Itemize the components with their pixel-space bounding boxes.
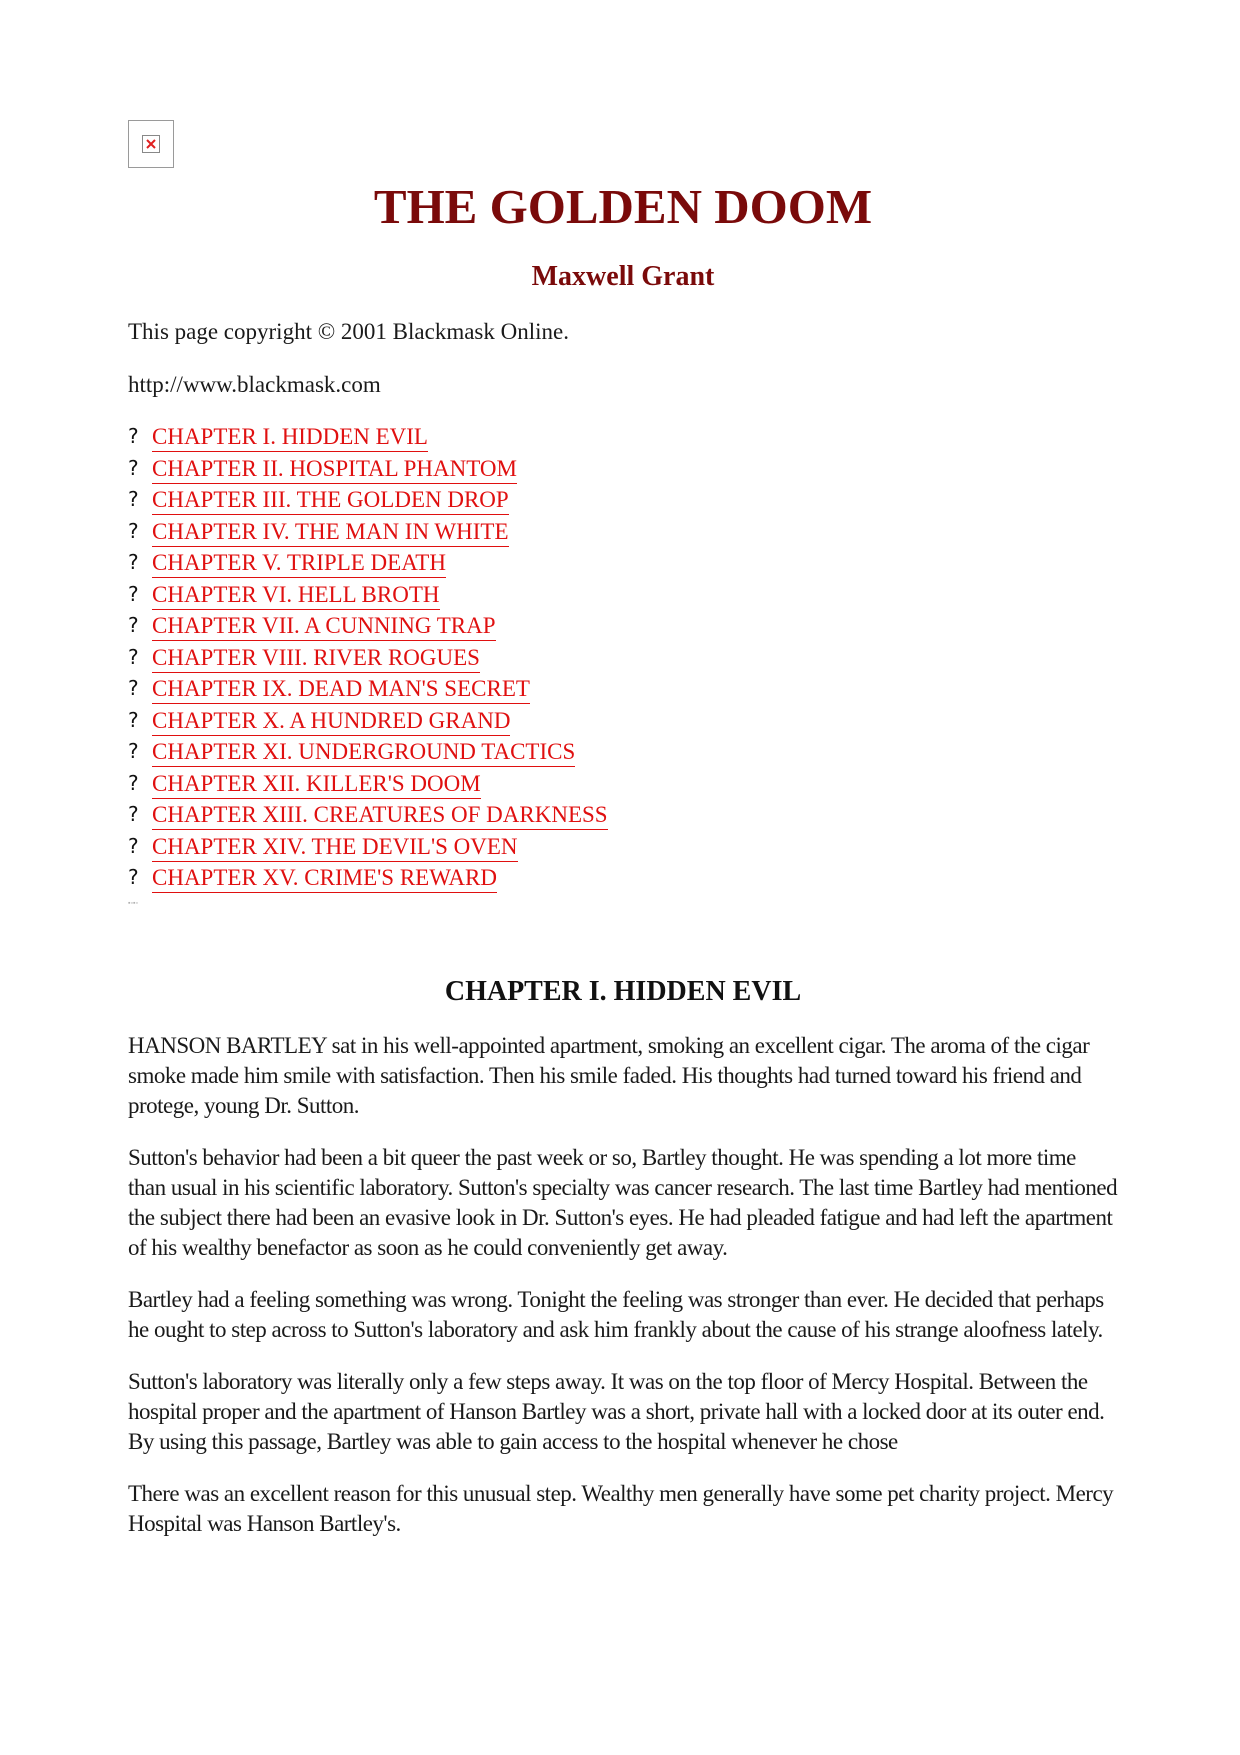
toc-link[interactable]: CHAPTER XV. CRIME'S REWARD <box>152 865 497 893</box>
toc-bullet: ? <box>128 518 139 543</box>
toc-item <box>128 739 608 771</box>
page-break-mark: ▪▫▪▫ <box>128 900 138 906</box>
toc-item <box>128 771 608 803</box>
body-paragraph: Sutton's behavior had been a bit queer the past week or so, Bartley thought. He was spending a lot more time than usual in his scientific laboratory. Sutton's specialty was cancer research. The last time Bartley had mentioned the subject there had been an evasive look in Dr. Sutton's eyes. He had pleaded fatigue and had left the apartment of his wealthy benefactor as soon as he could conveniently get away. <box>128 1145 1118 1260</box>
toc-bullet: ? <box>128 739 139 763</box>
toc-bullet: ? <box>128 581 139 606</box>
toc-item <box>128 550 608 582</box>
toc-bullet: ? <box>128 613 139 637</box>
toc-bullet: ? <box>128 676 139 700</box>
toc-bullet: ? <box>128 487 139 511</box>
body-paragraph: There was an excellent reason for this unusual step. Wealthy men generally have some pet charity project. Mercy Hospital was Hanson Bartley's. <box>128 1481 1114 1536</box>
document-author: Maxwell Grant <box>531 261 715 292</box>
toc-item <box>128 645 608 677</box>
broken-image-icon <box>128 120 174 168</box>
chapter-body <box>128 1031 1118 1561</box>
toc-link[interactable]: CHAPTER I. HIDDEN EVIL <box>152 424 428 452</box>
toc-link[interactable]: CHAPTER IX. DEAD MAN'S SECRET <box>152 676 530 704</box>
body-paragraph: Sutton's laboratory was literally only a few steps away. It was on the top floor of Mercy Hospital. Between the hospital proper and the apartment of Hanson Bartley was a short, private hall with a locked door at its outer end. By using this passage, Bartley was able to gain access to the hospital whenever he chose <box>128 1369 1105 1454</box>
site-url: http://www.blackmask.com <box>128 372 381 397</box>
toc-bullet: ? <box>128 865 139 889</box>
toc-bullet: ? <box>128 455 139 480</box>
toc-bullet: ? <box>128 770 139 795</box>
toc-item <box>128 424 608 456</box>
toc-item <box>128 487 608 519</box>
toc-bullet: ? <box>128 550 139 574</box>
chapter-heading: CHAPTER I. HIDDEN EVIL <box>444 976 802 1007</box>
toc-bullet: ? <box>128 424 139 448</box>
toc-item <box>128 519 608 551</box>
toc-bullet: ? <box>128 707 139 732</box>
table-of-contents <box>128 424 608 897</box>
toc-link[interactable]: CHAPTER X. A HUNDRED GRAND <box>152 708 510 736</box>
toc-link[interactable]: CHAPTER III. THE GOLDEN DROP <box>152 487 509 515</box>
toc-link[interactable]: CHAPTER IV. THE MAN IN WHITE <box>152 519 509 547</box>
toc-link[interactable]: CHAPTER XIII. CREATURES OF DARKNESS <box>152 802 608 830</box>
body-paragraph: HANSON BARTLEY sat in his well-appointed apartment, smoking an excellent cigar. The aroma of the cigar smoke made him smile with satisfaction. Then his smile faded. His thoughts had turned toward his friend and protege, young Dr. Sutton. <box>128 1033 1090 1118</box>
toc-item <box>128 865 608 897</box>
toc-item <box>128 708 608 740</box>
toc-link[interactable]: CHAPTER XI. UNDERGROUND TACTICS <box>152 739 575 767</box>
toc-bullet: ? <box>128 833 139 858</box>
toc-item <box>128 834 608 866</box>
toc-link[interactable]: CHAPTER XIV. THE DEVIL'S OVEN <box>152 834 518 862</box>
document-title: THE GOLDEN DOOM <box>373 179 873 234</box>
toc-link[interactable]: CHAPTER V. TRIPLE DEATH <box>152 550 446 578</box>
toc-link[interactable]: CHAPTER II. HOSPITAL PHANTOM <box>152 456 517 484</box>
toc-link[interactable]: CHAPTER VII. A CUNNING TRAP <box>152 613 496 641</box>
body-paragraph: Bartley had a feeling something was wrong. Tonight the feeling was stronger than ever. He decided that perhaps he ought to step across to Sutton's laboratory and ask him frankly about the cause of his strange aloofness lately. <box>128 1287 1104 1342</box>
toc-item <box>128 582 608 614</box>
toc-link[interactable]: CHAPTER XII. KILLER'S DOOM <box>152 771 481 799</box>
toc-link[interactable]: CHAPTER VIII. RIVER ROGUES <box>152 645 480 673</box>
toc-item <box>128 802 608 834</box>
toc-item <box>128 676 608 708</box>
copyright-notice: This page copyright © 2001 Blackmask Online. <box>128 319 569 344</box>
toc-bullet: ? <box>128 644 139 669</box>
toc-link[interactable]: CHAPTER VI. HELL BROTH <box>152 582 440 610</box>
toc-item <box>128 613 608 645</box>
toc-item <box>128 456 608 488</box>
toc-bullet: ? <box>128 802 139 826</box>
